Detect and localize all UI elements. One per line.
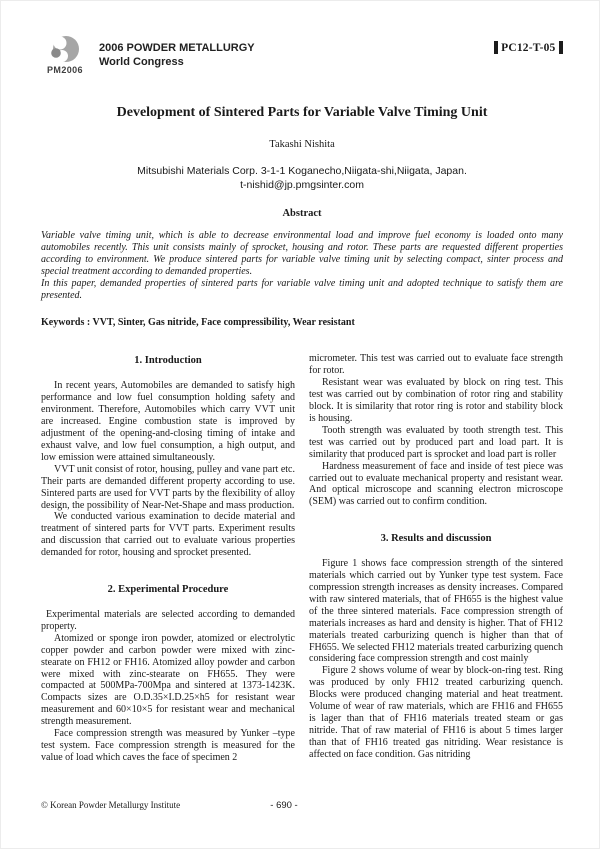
author-name: Takashi Nishita bbox=[269, 139, 335, 150]
body-paragraph: In recent years, Automobiles are demanded to satisfy high performance and low fuel consumption holding safety and environment. Therefore, Automobiles which carry VVT unit are increased. Engine combustion state is improved by adjustment of the opening-and-closing timing of intake and exhaust valve, and low fuel consumption, a high output, and low emission were attained simultaneously. bbox=[41, 380, 295, 463]
pm2006-logo-label: PM2006 bbox=[47, 65, 83, 75]
section-heading-experimental: 2. Experimental Procedure bbox=[107, 584, 229, 596]
abstract-body bbox=[41, 230, 563, 301]
affiliation: Mitsubishi Materials Corp. 3-1-1 Koganecho,Niigata-shi,Niigata, Japan. bbox=[137, 165, 467, 177]
body-paragraph: Figure 1 shows face compression strength of the sintered materials which carried out by Yunker type test system. Face compression strength increases as density increases. Compared with raw sintered materials, that of FH655 is the highest value of the three sintered materials. Face compression strength of materials increases as hard and density is higher. That of FH12 materials treated carburizing quench is higher than that of FH655. We selected FH12 materials treated carburizing quench considering face compression strength and cost mainly bbox=[309, 558, 563, 665]
left-column bbox=[41, 353, 295, 763]
body-paragraph: VVT unit consist of rotor, housing, pulley and vane part etc. Their parts are demanded different property according to use. Sintered parts are used for VVT parts by the flexibility of alloy design, the possibility of Near-Net-Shape and mass production. bbox=[41, 463, 295, 511]
body-paragraph: micrometer. This test was carried out to evaluate face strength for rotor. bbox=[309, 353, 563, 377]
author-email: t-nishid@jp.pmgsinter.com bbox=[240, 178, 364, 191]
page-number: - 690 - bbox=[270, 800, 298, 811]
section-heading-introduction: 1. Introduction bbox=[134, 355, 202, 367]
congress-line2: World Congress bbox=[99, 55, 184, 68]
congress-line1: 2006 POWDER METALLURGY bbox=[99, 42, 255, 54]
abstract-heading: Abstract bbox=[282, 208, 322, 219]
body-paragraph: Resistant wear was evaluated by block on ring test. This test was carried out by combination of rotor ring and stability block. It is similarity that rotor ring is rotor and stability block is housing. bbox=[309, 377, 563, 424]
pm2006-logo bbox=[41, 35, 89, 75]
page-footer bbox=[41, 800, 563, 811]
body-paragraph: Atomized or sponge iron powder, atomized or electrolytic copper powder and carbon powder were mixed with zinc-stearate on FH12 or FH16. Atomized alloy powder and carbon were mixed with zinc-stearate on FH655. They were compacted at 500MPa-700Mpa and sintered at 1373-1423K. Compacts sizes are O.D.35×I.D.25×h5 for resistant wear measurement and 60×10×5 for resistant wear and mechanical strength measurement. bbox=[41, 632, 295, 728]
right-column bbox=[309, 353, 563, 763]
body-paragraph: We conducted various examination to decide material and treatment of sintered parts for VVT parts. Experiment results and discussion that carried out to evaluate various properties demanded for rotor, housing and sprocket presented. bbox=[41, 511, 295, 559]
copyright-notice: © Korean Powder Metallurgy Institute bbox=[41, 800, 181, 810]
paper-title: Development of Sintered Parts for Variable Valve Timing Unit bbox=[116, 105, 488, 120]
keywords-line: Keywords : VVT, Sinter, Gas nitride, Face compressibility, Wear resistant bbox=[41, 317, 355, 329]
badge-bar-left-icon bbox=[494, 41, 499, 54]
pm2006-swirl-icon bbox=[47, 35, 83, 65]
body-paragraph: Experimental materials are selected according to demanded property. bbox=[41, 609, 295, 632]
section-heading-results: 3. Results and discussion bbox=[380, 533, 492, 545]
page-header bbox=[41, 35, 563, 75]
two-column-body bbox=[41, 353, 563, 763]
page-content bbox=[1, 1, 599, 764]
paper-code-badge bbox=[494, 35, 563, 54]
congress-logo-block bbox=[41, 35, 255, 75]
body-paragraph: Figure 2 shows volume of wear by block-on-ring test. Ring was produced by only FH12 treated carburizing quench. Blocks were produced changing material and heat treatment. Volume of wear of raw materials, which are FH16 and FH655 is lager than that of FH16 materials treated steam or gas nitride. That of raw material of FH16 is about 5 times larger than that of FH16 treated gas nitriding. Wear resistance is affected on face condition. Gas nitriding bbox=[309, 665, 563, 760]
congress-title bbox=[99, 35, 255, 69]
body-paragraph: Tooth strength was evaluated by tooth strength test. This test was carried out by produced part and load part. It is similarity that produced part is sprocket and load part is roller bbox=[309, 424, 563, 460]
paper-code: PC12-T-05 bbox=[501, 41, 556, 54]
body-paragraph: Hardness measurement of face and inside of test piece was carried out to evaluate mechanical property and resistant wear. And optical microscope and scanning electron microscope (SEM) was carried out to confirm condition. bbox=[309, 460, 563, 508]
abstract-paragraph: In this paper, demanded properties of sintered parts for variable valve timing unit and adopted technique to satisfy them are presented. bbox=[41, 277, 563, 301]
badge-bar-right-icon bbox=[559, 41, 564, 54]
body-paragraph: Face compression strength was measured by Yunker –type test system. Face compression strength is measured for the value of load which caves the face of specimen 2 bbox=[41, 728, 295, 763]
abstract-paragraph: Variable valve timing unit, which is able to decrease environmental load and improve fuel economy is loaded onto many automobiles recently. This unit consists mainly of sprocket, housing and rotor. These parts are requested different properties according to environment. We produce sintered parts for variable valve timing unit by selecting compact, sinter process and special treatment according to demanded properties. bbox=[41, 230, 563, 277]
